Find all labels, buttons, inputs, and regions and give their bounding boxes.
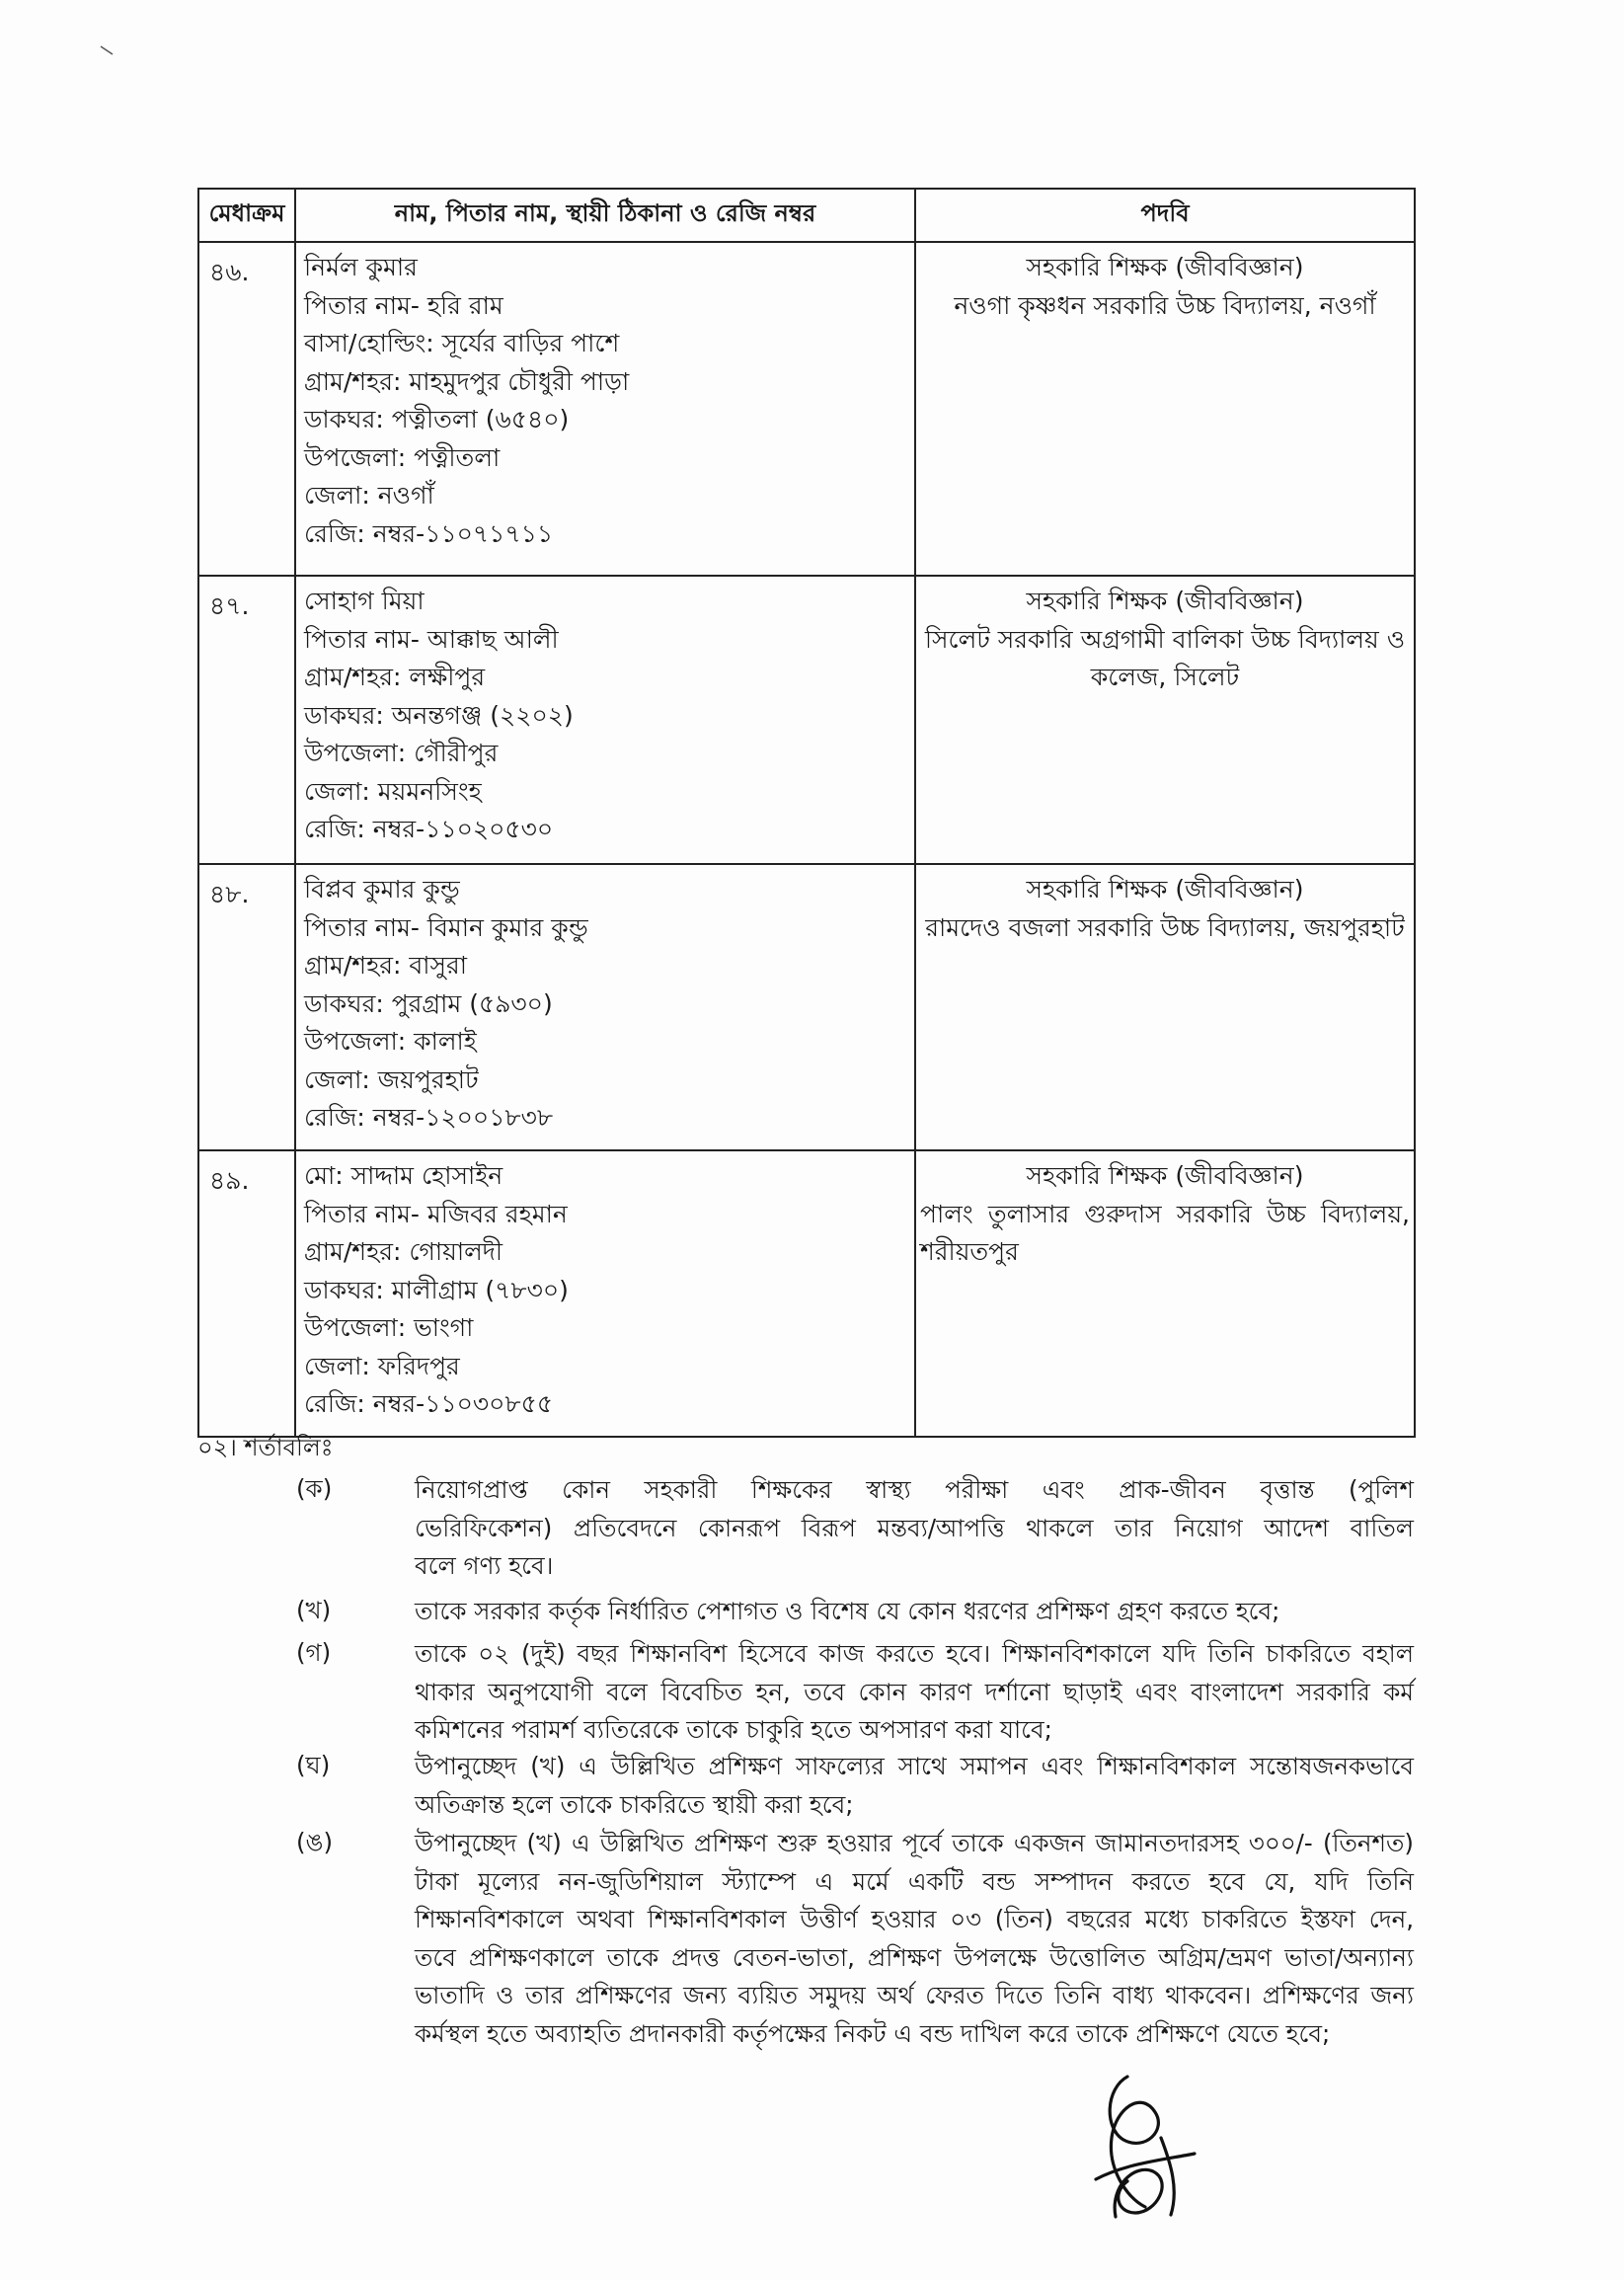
candidate-info-cell — [295, 1150, 915, 1437]
registration-number: রেজি: নম্বর-১১০২০৫৩০ — [304, 815, 554, 843]
serial-cell: ৪৬. — [198, 242, 295, 576]
post-school: সিলেট সরকারি অগ্রগামী বালিকা উচ্চ বিদ্যালয় ও — [924, 624, 1406, 654]
candidate-name: নির্মল কুমার — [304, 253, 418, 281]
address-upazila: উপজেলা: কালাই — [304, 1027, 477, 1056]
post-school-continued: শরীয়তপুর — [920, 1237, 1019, 1266]
condition-line: উপানুচ্ছেদ (খ) এ উল্লিখিত প্রশিক্ষণ শুরু হওয়ার পূর্বে তাকে একজন জামানতদারসহ ৩০০/- (তিনশত) — [415, 1829, 1414, 1857]
serial-cell: ৪৭. — [198, 576, 295, 864]
condition-label: (ক) — [296, 1474, 333, 1503]
condition-line: অতিক্রান্ত হলে তাকে চাকরিতে স্থায়ী করা হবে; — [415, 1789, 854, 1819]
address-post-office: ডাকঘর: মালীগ্রাম (৭৮৩০) — [304, 1275, 569, 1304]
registration-number: রেজি: নম্বর-১১০৩০৮৫৫ — [304, 1389, 554, 1418]
condition-line: কমিশনের পরামর্শ ব্যতিরেকে তাকে চাকুরি হতে অপসারণ করা যাবে; — [415, 1715, 1052, 1744]
condition-text — [415, 1635, 1414, 1750]
condition-line: তাকে ০২ (দুই) বছর শিক্ষানবিশ হিসেবে কাজ করতে হবে। শিক্ষানবিশকালে যদি তিনি চাকরিতে বহাল — [415, 1639, 1414, 1668]
address-upazila: উপজেলা: ভাংগা — [304, 1313, 474, 1342]
address-post-office: ডাকঘর: পত্নীতলা (৬৫৪০) — [304, 405, 570, 433]
table-row — [198, 1150, 1415, 1437]
address-post-office: ডাকঘর: পুরগ্রাম (৫৯৩০) — [304, 988, 553, 1018]
post-cell — [915, 1150, 1415, 1437]
header-serial: মেধাক্রম — [198, 189, 295, 242]
condition-line: ভেরিফিকেশন) প্রতিবেদনে কোনরূপ বিরূপ মন্তব্য/আপত্তি থাকলে তার নিয়োগ আদেশ বাতিল — [415, 1513, 1414, 1542]
table-row — [198, 576, 1415, 864]
post-school: নওগা কৃষ্ণধন সরকারি উচ্চ বিদ্যালয়, নওগাঁ — [954, 290, 1376, 320]
condition-text — [415, 1825, 1414, 2053]
father-name: পিতার নাম- হরি রাম — [304, 290, 503, 320]
serial-cell: ৪৯. — [198, 1150, 295, 1437]
table-header-row — [198, 189, 1415, 242]
post-school: রামদেও বজলা সরকারি উচ্চ বিদ্যালয়, জয়পুরহাট — [925, 912, 1405, 942]
conditions-heading: ০২। শর্তাবলিঃ — [197, 1434, 334, 1461]
address-district: জেলা: ময়মনসিংহ — [304, 776, 482, 806]
condition-label: (ঙ) — [296, 1828, 334, 1856]
condition-text — [415, 1593, 1414, 1631]
condition-line: কর্মস্থল হতে অব্যাহতি প্রদানকারী কর্তৃপক্ষের নিকট এ বন্ড দাখিল করে তাকে প্রশিক্ষণে যেতে হবে; — [415, 2018, 1331, 2048]
header-post: পদবি — [915, 189, 1415, 242]
condition-line: টাকা মূল্যের নন-জুডিশিয়াল স্ট্যাম্পে এ মর্মে একটি বন্ড সম্পাদন করতে হবে যে, যদি তিনি — [415, 1866, 1414, 1896]
address-upazila: উপজেলা: গৌরীপুর — [304, 739, 499, 767]
post-title: সহকারি শিক্ষক (জীববিজ্ঞান) — [1026, 253, 1304, 281]
merit-list-table — [197, 188, 1416, 1438]
condition-line: নিয়োগপ্রাপ্ত কোন সহকারী শিক্ষকের স্বাস্থ্য পরীক্ষা এবং প্রাক-জীবন বৃত্তান্ত (পুলিশ — [415, 1475, 1414, 1504]
registration-number: রেজি: নম্বর-১২০০১৮৩৮ — [304, 1103, 554, 1132]
condition-text — [415, 1748, 1414, 1824]
condition-line: তাকে সরকার কর্তৃক নির্ধারিত পেশাগত ও বিশেষ যে কোন ধরণের প্রশিক্ষণ গ্রহণ করতে হবে; — [415, 1597, 1280, 1625]
father-name: পিতার নাম- আক্কাছ আলী — [304, 624, 559, 654]
post-cell — [915, 864, 1415, 1150]
address-district: জেলা: ফরিদপুর — [304, 1351, 460, 1380]
table-row — [198, 242, 1415, 576]
father-name: পিতার নাম- মজিবর রহমান — [304, 1199, 568, 1228]
address-village: গ্রাম/শহর: মাহমুদপুর চৌধুরী পাড়া — [304, 366, 630, 396]
header-name-address: নাম, পিতার নাম, স্থায়ী ঠিকানা ও রেজি নম্বর — [295, 189, 915, 242]
candidate-info-cell — [295, 864, 915, 1150]
scan-speck-icon — [99, 44, 118, 58]
address-village: গ্রাম/শহর: গোয়ালদী — [304, 1237, 503, 1266]
condition-line: উপানুচ্ছেদ (খ) এ উল্লিখিত প্রশিক্ষণ সাফল্যের সাথে সমাপন এবং শিক্ষানবিশকাল সন্তোষজনকভাবে — [415, 1752, 1414, 1780]
address-post-office: ডাকঘর: অনন্তগঞ্জ (২২০২) — [304, 700, 574, 730]
address-district: জেলা: জয়পুরহাট — [304, 1064, 479, 1094]
post-title: সহকারি শিক্ষক (জীববিজ্ঞান) — [1026, 875, 1304, 904]
candidate-info-cell — [295, 576, 915, 864]
post-cell — [915, 242, 1415, 576]
condition-line: বলে গণ্য হবে। — [415, 1551, 554, 1580]
candidate-info-cell — [295, 242, 915, 576]
post-school: পালং তুলাসার গুরুদাস সরকারি উচ্চ বিদ্যালয়, — [920, 1199, 1410, 1228]
condition-line: তবে প্রশিক্ষণকালে তাকে প্রদত্ত বেতন-ভাতা, প্রশিক্ষণ উপলক্ষে উত্তোলিত অগ্রিম/ভ্রমণ ভাতা/অন্যান্য — [415, 1942, 1414, 1972]
registration-number: রেজি: নম্বর-১১০৭১৭১১ — [304, 518, 554, 548]
condition-label: (ঘ) — [296, 1751, 331, 1779]
address-house: বাসা/হোল্ডিং: সূর্যের বাড়ির পাশে — [304, 329, 620, 357]
address-upazila: উপজেলা: পত্নীতলা — [304, 442, 501, 472]
condition-line: ভাতাদি ও তার প্রশিক্ষণের জন্য ব্যয়িত সমুদয় অর্থ ফেরত দিতে তিনি বাধ্য থাকবেন। প্রশিক্ষণের জন্য — [415, 1981, 1414, 2009]
address-village: গ্রাম/শহর: লক্ষীপুর — [304, 663, 486, 691]
post-title: সহকারি শিক্ষক (জীববিজ্ঞান) — [1026, 1161, 1304, 1190]
serial-cell: ৪৮. — [198, 864, 295, 1150]
post-school-continued: কলেজ, সিলেট — [1090, 663, 1240, 691]
handwritten-signature-icon — [1076, 2069, 1204, 2222]
address-district: জেলা: নওগাঁ — [304, 481, 434, 510]
father-name: পিতার নাম- বিমান কুমার কুন্ডু — [304, 912, 588, 942]
post-title: সহকারি শিক্ষক (জীববিজ্ঞান) — [1026, 587, 1304, 615]
candidate-name: সোহাগ মিয়া — [304, 587, 425, 615]
table-row — [198, 864, 1415, 1150]
condition-line: থাকার অনুপযোগী বলে বিবেচিত হন, তবে কোন কারণ দর্শানো ছাড়াই এবং বাংলাদেশ সরকারি কর্ম — [415, 1677, 1414, 1706]
post-cell — [915, 576, 1415, 864]
condition-line: শিক্ষানবিশকালে অথবা শিক্ষানবিশকাল উত্তীর্ণ হওয়ার ০৩ (তিন) বছরের মধ্যে চাকরিতে ইস্তফা দেন, — [415, 1905, 1414, 1933]
condition-label: (খ) — [296, 1596, 332, 1624]
candidate-name: মো: সাদ্দাম হোসাইন — [304, 1161, 503, 1190]
candidate-name: বিপ্লব কুমার কুন্ডু — [304, 875, 460, 904]
condition-text — [415, 1471, 1414, 1586]
condition-label: (গ) — [296, 1638, 332, 1667]
address-village: গ্রাম/শহর: বাসুরা — [304, 951, 468, 980]
